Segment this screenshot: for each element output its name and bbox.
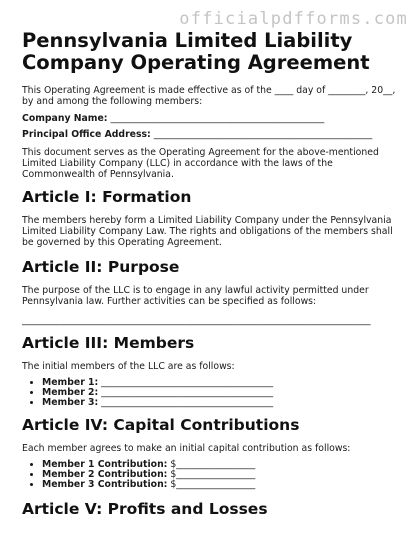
watermark: officialpdfforms.com — [179, 9, 408, 29]
list-item — [42, 480, 398, 490]
contribution-2-blank[interactable]: $_________________ — [167, 469, 256, 480]
purpose-statement: This document serves as the Operating Agreement for the above-mentioned Limited Liability Company (LLC) in accordance with the laws of the Commonwealth of Pennsylvania. — [22, 147, 379, 180]
principal-office-field[interactable] — [22, 129, 398, 140]
contribution-1-blank[interactable]: $_________________ — [167, 459, 256, 470]
member-2-blank[interactable]: _____________________________________ — [98, 387, 274, 398]
intro-paragraph: This Operating Agreement is made effective as of the ____ day of ________, 20__, by and among the following members: — [22, 85, 396, 107]
company-name-field[interactable] — [22, 113, 398, 124]
article-1-body: The members hereby form a Limited Liability Company under the Pennsylvania Limited Liability Company Law. The rights and obligations of the members shall be governed by this Operating Agreement. — [22, 215, 393, 248]
member-1-label: Member 1: — [42, 377, 99, 388]
contributions-list — [22, 460, 398, 490]
member-3-label: Member 3: — [42, 397, 99, 408]
contribution-3-label: Member 3 Contribution: — [42, 479, 168, 490]
article-3-body: The initial members of the LLC are as follows: — [22, 361, 235, 372]
member-2-label: Member 2: — [42, 387, 99, 398]
company-name-label: Company Name: — [22, 113, 108, 124]
article-4-heading: Article IV: Capital Contributions — [22, 416, 300, 434]
article-2-activities-blank[interactable]: ___________________________________________________________________________ — [22, 315, 371, 326]
article-2-body: The purpose of the LLC is to engage in any lawful activity permitted under Pennsylvania law. Further activities can be specified as follows: — [22, 285, 369, 307]
list-item — [42, 398, 398, 408]
document-page — [22, 30, 398, 518]
document-title: Pennsylvania Limited Liability Company Operating Agreement — [22, 29, 370, 74]
principal-office-label: Principal Office Address: — [22, 129, 151, 140]
members-list — [22, 378, 398, 408]
article-5-heading: Article V: Profits and Losses — [22, 500, 268, 518]
article-1-heading: Article I: Formation — [22, 188, 192, 206]
member-3-blank[interactable]: _____________________________________ — [98, 397, 274, 408]
article-3-heading: Article III: Members — [22, 334, 195, 352]
contribution-2-label: Member 2 Contribution: — [42, 469, 168, 480]
contribution-1-label: Member 1 Contribution: — [42, 459, 168, 470]
company-name-blank[interactable]: ______________________________________________ — [110, 113, 325, 124]
member-1-blank[interactable]: _____________________________________ — [98, 377, 274, 388]
principal-office-blank[interactable]: _______________________________________________ — [153, 129, 373, 140]
article-2-heading: Article II: Purpose — [22, 258, 180, 276]
contribution-3-blank[interactable]: $_________________ — [167, 479, 256, 490]
article-4-body: Each member agrees to make an initial capital contribution as follows: — [22, 443, 351, 454]
